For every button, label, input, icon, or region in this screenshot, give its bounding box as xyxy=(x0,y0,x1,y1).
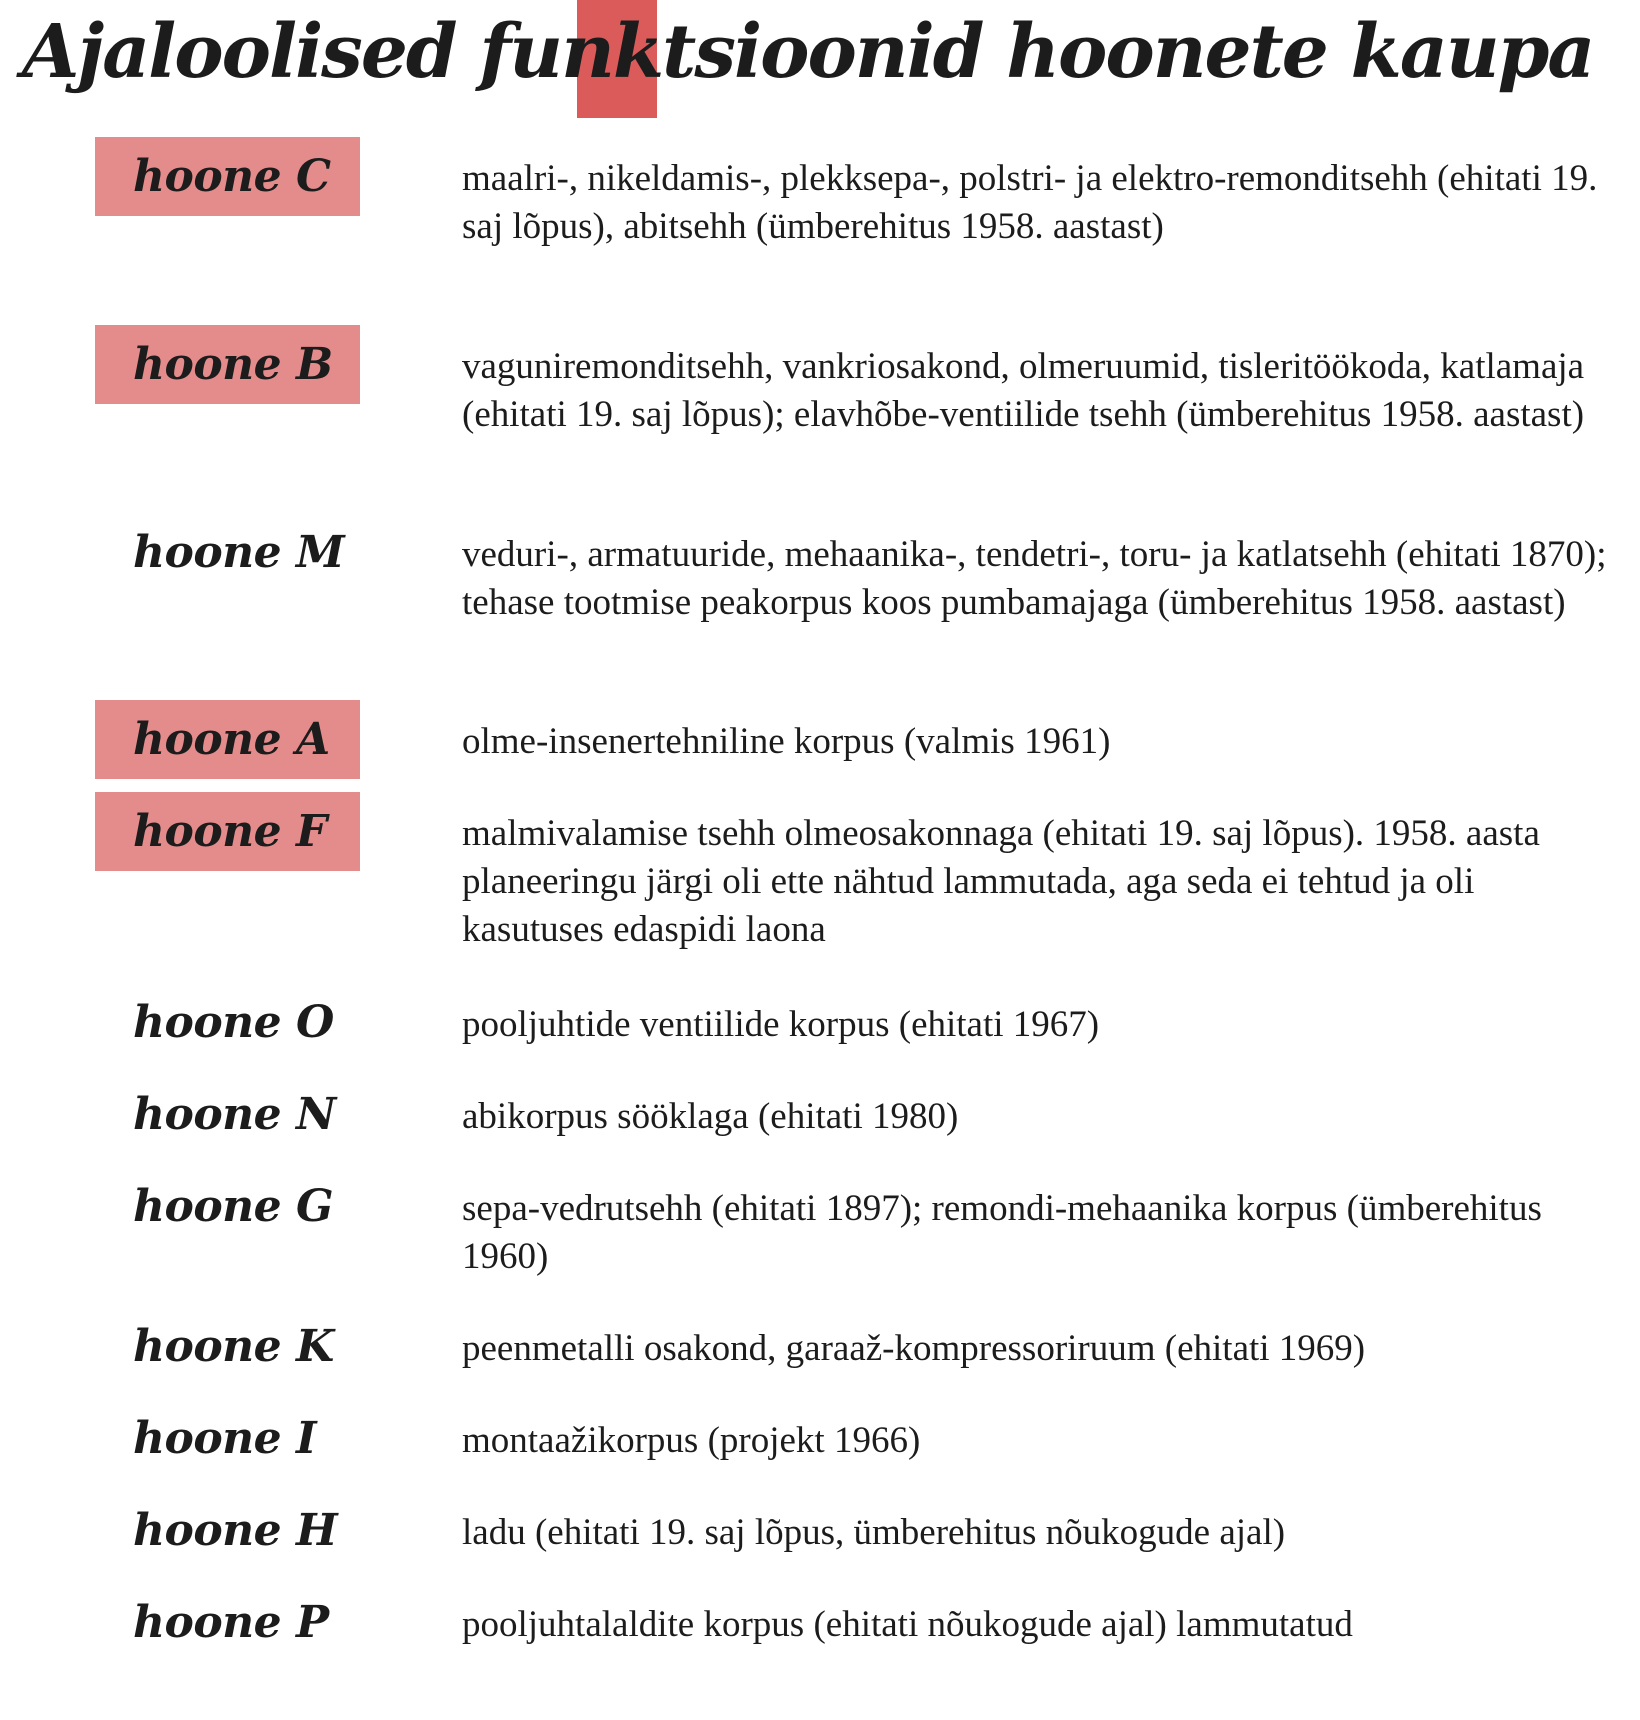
building-description: maalri-, nikeldamis-, plekksepa-, polstri- ja elektro-remonditsehh (ehitati 19. saj lõpus), abitsehh (ümberehitus 1958. aastast) xyxy=(462,158,1598,247)
building-label: hoone A xyxy=(95,700,360,779)
building-label: hoone I xyxy=(133,1413,317,1464)
building-label: hoone H xyxy=(133,1505,338,1556)
building-label: hoone P xyxy=(133,1597,329,1648)
building-label: hoone N xyxy=(133,1089,336,1140)
building-description: ladu (ehitati 19. saj lõpus, ümberehitus nõukogude ajal) xyxy=(462,1512,1286,1553)
building-description: pooljuhtalaldite korpus (ehitati nõukogude ajal) lammutatud xyxy=(462,1604,1353,1645)
building-description: peenmetalli osakond, garaaž-kompressoriruum (ehitati 1969) xyxy=(462,1328,1366,1369)
building-label: hoone G xyxy=(133,1181,334,1232)
building-description: malmivalamise tsehh olmeosakonnaga (ehitati 19. saj lõpus). 1958. aasta planeeringu järgi oli ette nähtud lammutada, aga seda ei tehtud ja oli kasutuses edaspidi laona xyxy=(462,813,1540,950)
building-description: vaguniremonditsehh, vankriosakond, olmeruumid, tisleritöökoda, katlamaja (ehitati 19. saj lõpus); elavhõbe-ventiilide tsehh (ümberehitus 1958. aastast) xyxy=(462,346,1585,435)
building-description: montaažikorpus (projekt 1966) xyxy=(462,1420,921,1461)
title-block xyxy=(0,0,1640,120)
building-description: olme-insenertehniline korpus (valmis 1961) xyxy=(462,721,1111,762)
page-title: Ajaloolised funktsioonid hoonete kaupa xyxy=(22,9,1594,95)
building-label: hoone K xyxy=(133,1321,334,1372)
building-label: hoone C xyxy=(95,137,360,216)
building-description: abikorpus sööklaga (ehitati 1980) xyxy=(462,1096,959,1137)
building-label: hoone B xyxy=(95,325,360,404)
building-label: hoone F xyxy=(95,792,360,871)
building-description: sepa-vedrutsehh (ehitati 1897); remondi-mehaanika korpus (ümberehitus 1960) xyxy=(462,1188,1542,1277)
building-label: hoone M xyxy=(133,527,345,578)
building-description: veduri-, armatuuride, mehaanika-, tendetri-, toru- ja katlatsehh (ehitati 1870); tehase tootmise peakorpus koos pumbamajaga (ümberehitus 1958. aastast) xyxy=(462,534,1607,623)
building-description: pooljuhtide ventiilide korpus (ehitati 1967) xyxy=(462,1004,1100,1045)
building-label: hoone O xyxy=(133,997,334,1048)
